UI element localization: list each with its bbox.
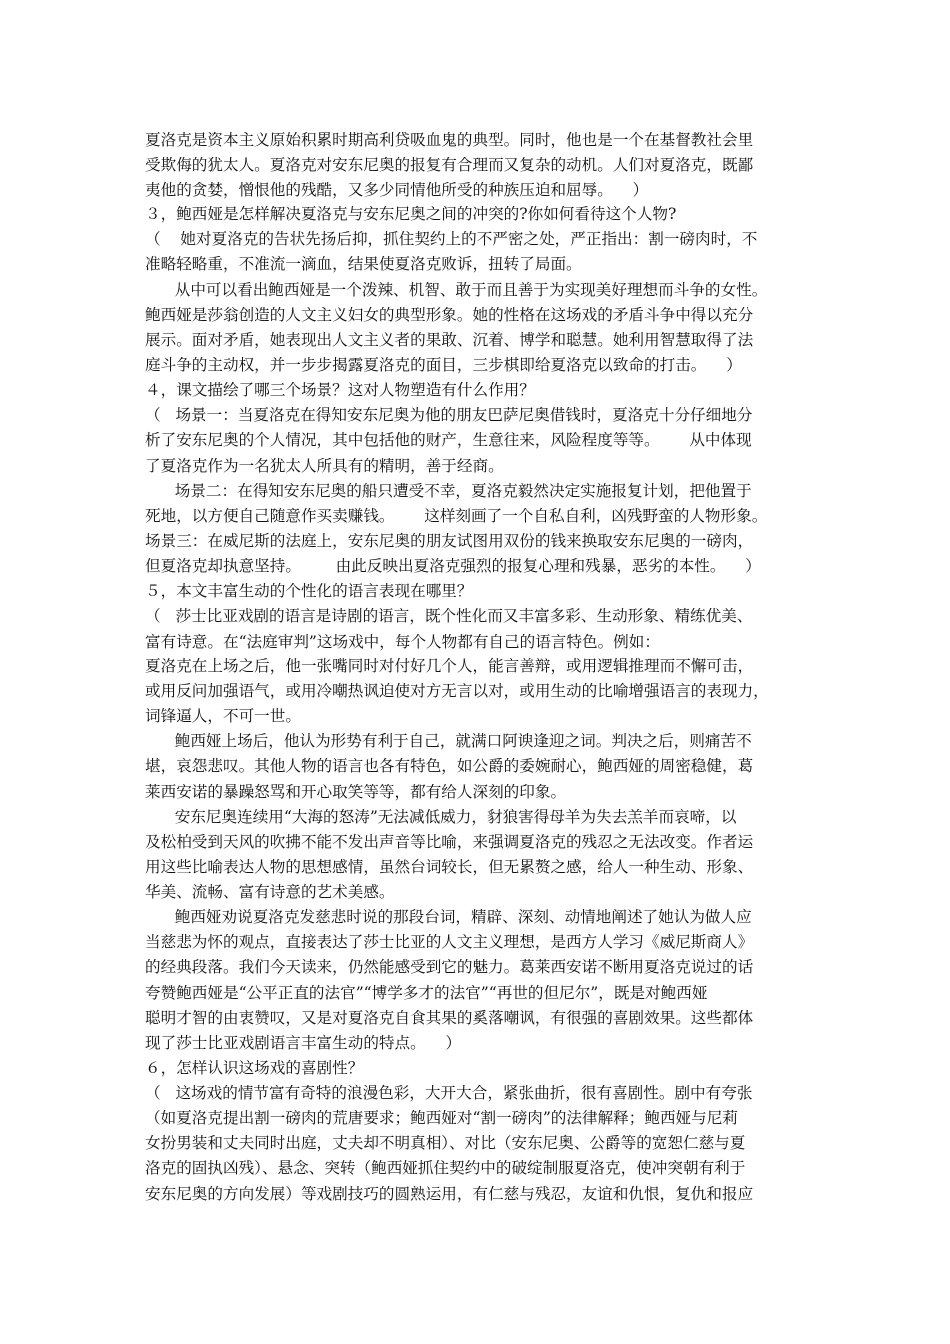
text-line: 场景二：在得知安东尼奥的船只遭受不幸，夏洛克毅然决定实施报复计划，把他置于	[145, 482, 752, 500]
text-line: 现了莎士比亚戏剧语言丰富生动的特点。 ）	[145, 1034, 462, 1052]
text-line: 鲍西娅是莎翁创造的人文主义妇女的典型形象。她的性格在这场戏的矛盾斗争中得以充分	[145, 306, 754, 324]
text-line: 富有诗意。在“法庭审判”这场戏中，每个人物都有自己的语言特色。例如：	[145, 633, 660, 651]
text-line: 但夏洛克却执意坚持。 由此反映出夏洛克强烈的报复心理和残暴，恶劣的本性。 ）	[145, 557, 761, 575]
text-line: 夷他的贪婪，憎恨他的残酷，又多少同情他所受的种族压迫和屈辱。 ）	[145, 181, 649, 199]
text-line: ４，课文描绘了哪三个场景？这对人物塑造有什么作用？	[145, 381, 535, 399]
text-line: 准略轻略重，不准流一滴血，结果使夏洛克败诉，扭转了局面。	[145, 255, 582, 273]
text-line: 安东尼奥连续用“大海的怒涛”无法减低威力，豺狼害得母羊为失去羔羊而哀啼，以	[145, 808, 737, 826]
text-line: 夸赞鲍西娅是“公平正直的法官”“博学多才的法官”“再世的但尼尔”，既是对鲍西娅	[145, 984, 708, 1002]
text-line: 死地，以方便自己随意作买卖赚钱。 这样刻画了一个自私自利，凶残野蛮的人物形象。	[145, 507, 768, 525]
text-line: 洛克的固执凶残）、悬念、突转（鲍西娅抓住契约中的破绽制服夏洛克，使冲突朝有利于	[145, 1159, 746, 1177]
text-line: 析了安东尼奥的个人情况，其中包括他的财产，生意往来，风险程度等等。 从中体现	[145, 431, 752, 449]
text-line: 庭斗争的主动权，并一步步揭露夏洛克的面目，三步棋即给夏洛克以致命的打击。 ）	[145, 356, 742, 374]
text-line: （ 这场戏的情节富有奇特的浪漫色彩，大开大合，紧张曲折，很有喜剧性。剧中有夸张	[145, 1084, 753, 1102]
text-line: 莱西安诺的暴躁怒骂和开心取笑等等，都有给人深刻的印象。	[145, 783, 567, 801]
text-line: 了夏洛克作为一名犹太人所具有的精明，善于经商。	[145, 457, 504, 475]
text-line: ６，怎样认识这场戏的喜剧性？	[145, 1059, 364, 1077]
text-line: 当慈悲为怀的观点，直接表达了莎士比亚的人文主义理想，是西方人学习《威尼斯商人》	[145, 933, 754, 951]
text-line: 聪明才智的由衷赞叹，又是对夏洛克自食其果的奚落嘲讽，有很强的喜剧效果。这些都体	[145, 1009, 754, 1027]
text-line: 女扮男装和丈夫同时出庭，丈夫却不明真相）、对比（安东尼奥、公爵等的宽恕仁慈与夏	[145, 1134, 746, 1152]
text-line: 展示。面对矛盾，她表现出人文主义者的果敢、沉着、博学和聪慧。她利用智慧取得了法	[145, 331, 754, 349]
text-line: 及松柏受到天风的吹拂不能不发出声音等比喻，来强调夏洛克的残忍之无法改变。作者运	[145, 833, 754, 851]
text-line: 鲍西娅上场后，他认为形势有利于自己，就满口阿谀逢迎之词。判决之后，则痛苦不	[145, 732, 752, 750]
text-line: 堪，哀怨悲叹。其他人物的语言也各有特色，如公爵的委婉耐心，鲍西娅的周密稳健，葛	[145, 757, 754, 775]
text-line: ５，本文丰富生动的个性化的语言表现在哪里？	[145, 582, 473, 600]
text-line: 安东尼奥的方向发展）等戏剧技巧的圆熟运用，有仁慈与残忍，友谊和仇恨，复仇和报应	[145, 1185, 754, 1203]
text-line: 词锋逼人，不可一世。	[145, 707, 301, 725]
text-line: 或用反问加强语气，或用冷嘲热讽迫使对方无言以对，或用生动的比喻增强语言的表现力，	[145, 682, 769, 700]
text-line: 用这些比喻表达人物的思想感情，虽然台词较长，但无累赘之感，给人一种生动、形象、	[145, 858, 754, 876]
text-line: 夏洛克是资本主义原始积累时期高利贷吸血鬼的典型。同时，他也是一个在基督教社会里	[145, 131, 754, 149]
text-line: ３，鲍西娅是怎样解决夏洛克与安东尼奥之间的冲突的?你如何看待这个人物?	[145, 205, 677, 223]
text-line: （ 场景一：当夏洛克在得知安东尼奥为他的朋友巴萨尼奥借钱时，夏洛克十分仔细地分	[145, 406, 753, 424]
text-line: （ 莎士比亚戏剧的语言是诗剧的语言，既个性化而又丰富多彩、生动形象、精练优美、	[145, 607, 753, 625]
text-line: 受欺侮的犹太人。夏洛克对安东尼奥的报复有合理而又复杂的动机。人们对夏洛克，既鄙	[145, 156, 754, 174]
text-line: 从中可以看出鲍西娅是一个泼辣、机智、敢于而且善于为实现美好理想而斗争的女性。	[145, 281, 768, 299]
text-line: 夏洛克在上场之后，他一张嘴同时对付好几个人，能言善辩，或用逻辑推理而不懈可击，	[145, 657, 754, 675]
text-line: （ 她对夏洛克的告状先扬后抑，抓住契约上的不严密之处，严正指出：割一磅肉时，不	[145, 230, 758, 248]
text-line: 华美、流畅、富有诗意的艺术美感。	[145, 883, 395, 901]
text-line: 鲍西娅劝说夏洛克发慈悲时说的那段台词，精辟、深刻、动情地阐述了她认为做人应	[145, 908, 752, 926]
text-line: 场景三：在威尼斯的法庭上，安东尼奥的朋友试图用双份的钱来换取安东尼奥的一磅肉，	[145, 532, 754, 550]
text-line: （如夏洛克提出割一磅肉的荒唐要求；鲍西娅对“割一磅肉”的法律解释；鲍西娅与尼莉	[145, 1109, 738, 1127]
text-line: 的经典段落。我们今天读来，仍然能感受到它的魅力。葛莱西安诺不断用夏洛克说过的话	[145, 958, 754, 976]
